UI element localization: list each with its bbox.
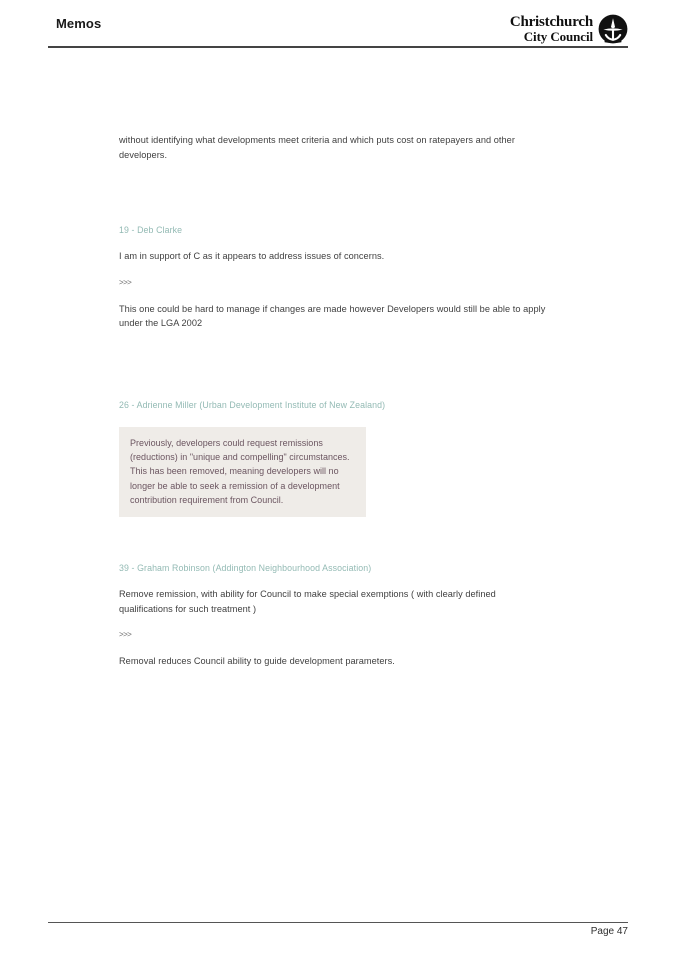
staff-response: This one could be hard to manage if changes are made however Developers would still be able to apply under the LGA 2002: [119, 303, 546, 329]
council-logo-wordmark: [510, 15, 593, 44]
submitter-heading: 19 - Deb Clarke: [119, 225, 183, 236]
quoted-excerpt-text: Previously, developers could request remissions (reductions) in "unique and compelling" circumstances. This has been removed, meaning developers will no longer be able to seek a remission of a development contribution requirement from Council.: [130, 437, 350, 505]
header-divider: [48, 46, 628, 48]
submission-entry: [119, 224, 549, 331]
intro-paragraph: without identifying what developments meet criteria and which puts cost on ratepayers and other developers.: [119, 135, 515, 160]
page-header: [48, 14, 628, 46]
response-separator: >>>: [119, 630, 132, 640]
document-body: [119, 133, 549, 669]
submitter-heading: 39 - Graham Robinson (Addington Neighbourhood Association): [119, 562, 372, 573]
page-title: Memos: [56, 16, 102, 31]
submitter-comment: Remove remission, with ability for Council to make special exemptions ( with clearly defined qualifications for such treatment ): [119, 588, 496, 614]
page-number: Page 47: [590, 926, 628, 937]
submission-entry: [119, 399, 549, 517]
quoted-excerpt-box: [119, 427, 366, 517]
council-logo-line1: Christchurch: [509, 13, 593, 30]
christchurch-city-council-emblem-icon: [598, 14, 628, 44]
submitter-heading: 26 - Adrienne Miller (Urban Development Institute of New Zealand): [119, 399, 386, 410]
council-logo: [510, 14, 628, 44]
submitter-comment: I am in support of C as it appears to address issues of concerns.: [119, 251, 385, 262]
response-separator: >>>: [119, 277, 132, 287]
council-logo-line2: City Council: [523, 29, 593, 45]
footer-divider: [48, 922, 628, 923]
staff-response: Removal reduces Council ability to guide development parameters.: [119, 656, 395, 667]
submission-entry: [119, 562, 549, 669]
